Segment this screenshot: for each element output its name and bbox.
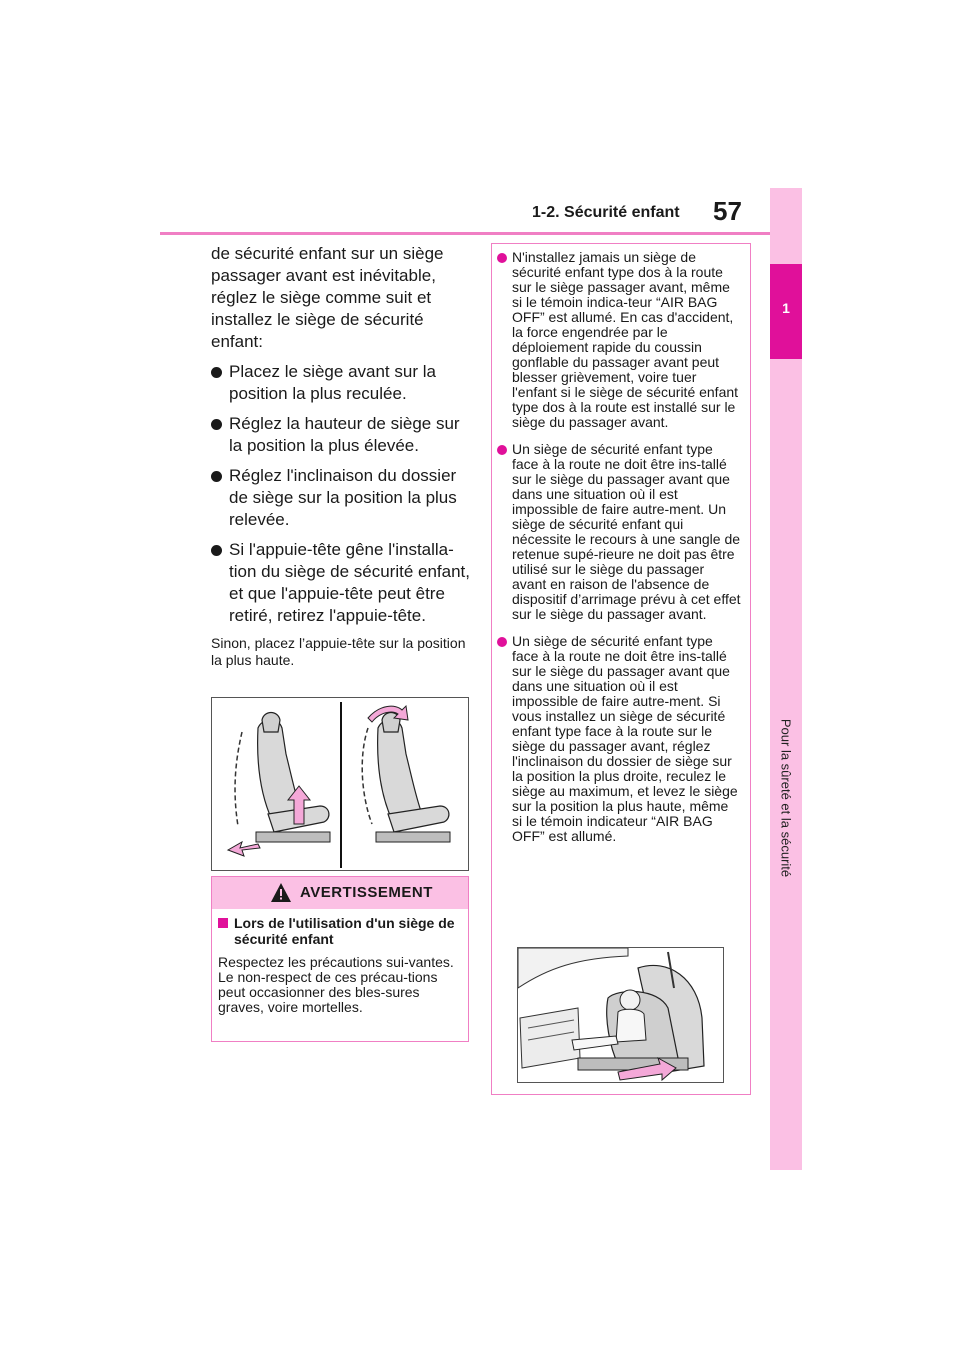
bullet-item (211, 413, 473, 457)
warning-title: AVERTISSEMENT (300, 884, 433, 901)
page-number: 57 (713, 196, 742, 226)
bullet-list (211, 361, 473, 627)
list-item (497, 634, 742, 844)
bullet-text: Si l'appuie-tête gêne l'installa-tion du siège de sécurité enfant, et que l'appuie-tête peut être retiré, retirez l'appuie-tête. (229, 540, 470, 625)
bullet-text: Réglez la hauteur de siège sur la position la plus élevée. (229, 414, 460, 455)
warning-box (211, 876, 469, 1042)
chapter-tab[interactable] (770, 188, 802, 1170)
list-item (497, 250, 742, 430)
bullet-item (211, 465, 473, 531)
bullet-dot-icon (211, 419, 222, 430)
bullet-text: Placez le siège avant sur la position la plus reculée. (229, 362, 436, 403)
seat-right-illustration (362, 706, 450, 842)
list-item (497, 442, 742, 622)
bullet-dot-icon (211, 471, 222, 482)
warning-body (212, 909, 468, 1015)
seat-adjustment-illustration (211, 697, 469, 871)
bullet-dot-icon (497, 445, 507, 455)
warning-text: Respectez les précautions sui-vantes. Le non-respect de ces précau-tions peut occasionner des bles-sures graves, voire mortelles. (218, 954, 454, 1015)
warning-triangle-icon (270, 882, 292, 903)
bullet-item (211, 361, 473, 405)
right-list (492, 244, 750, 844)
child-seat-illustration (517, 947, 724, 1083)
bullet-dot-icon (211, 367, 222, 378)
square-bullet-icon (218, 918, 228, 928)
bullet-dot-icon (211, 545, 222, 556)
bullet-text: Réglez l'inclinaison du dossier de siège sur la position la plus relevée. (229, 466, 457, 529)
warning-header (212, 877, 468, 909)
bullet-dot-icon (497, 637, 507, 647)
bullet-dot-icon (497, 253, 507, 263)
bullet-item (211, 539, 473, 627)
header-rule (160, 232, 770, 235)
left-column (211, 243, 473, 669)
note-text: Sinon, placez l’appuie-tête sur la position la plus haute. (211, 635, 466, 668)
chapter-label: Pour la sûreté et la sécurité (778, 718, 794, 878)
list-item-text: Un siège de sécurité enfant type face à la route ne doit être ins-tallé sur le siège du passager avant que dans une situation où il est impossible de faire autre-ment. Un siège de sécurité enfant qui nécessite le recours à une sangle de retenue supé-rieure ne doit pas être utilisé sur le siège du passager avant en raison de l'absence de dispositif d’arrimage prévu à cet effet sur le siège du passager avant. (512, 441, 741, 622)
seat-left-illustration (228, 713, 330, 857)
chapter-number: 1 (770, 264, 802, 359)
page-header (0, 0, 960, 240)
warning-subheading (218, 915, 458, 947)
list-item-text: Un siège de sécurité enfant type face à la route ne doit être ins-tallé sur le siège du passager avant que dans une situation où il est impossible de faire autre-ment. Si vous installez un siège de sécurité enfant type face à la route sur le siège du passager avant, réglez l'inclinaison du dossier de siège sur la position la plus droite, reculez le siège au maximum, et levez le siège sur la position la plus haute, même si le témoin indicateur “AIR BAG OFF” est allumé. (512, 633, 738, 844)
list-item-text: N'installez jamais un siège de sécurité enfant type dos à la route sur le siège passager avant, même si le témoin indica-teur “AIR BAG OFF” est allumé. En cas d'accident, la force engendrée par le déploiement rapide du coussin gonflable du passager avant peut blesser grièvement, voire tuer l'enfant si le siège de sécurité enfant type dos à la route est installé sur le siège du passager avant. (512, 249, 739, 430)
intro-paragraph: de sécurité enfant sur un siège passager avant est inévitable, réglez le siège comme suit et installez le siège de sécurité enfant: (211, 244, 444, 351)
warning-subheading-text: Lors de l'utilisation d'un siège de sécurité enfant (234, 915, 455, 947)
section-title: 1-2. Sécurité enfant (532, 204, 680, 221)
